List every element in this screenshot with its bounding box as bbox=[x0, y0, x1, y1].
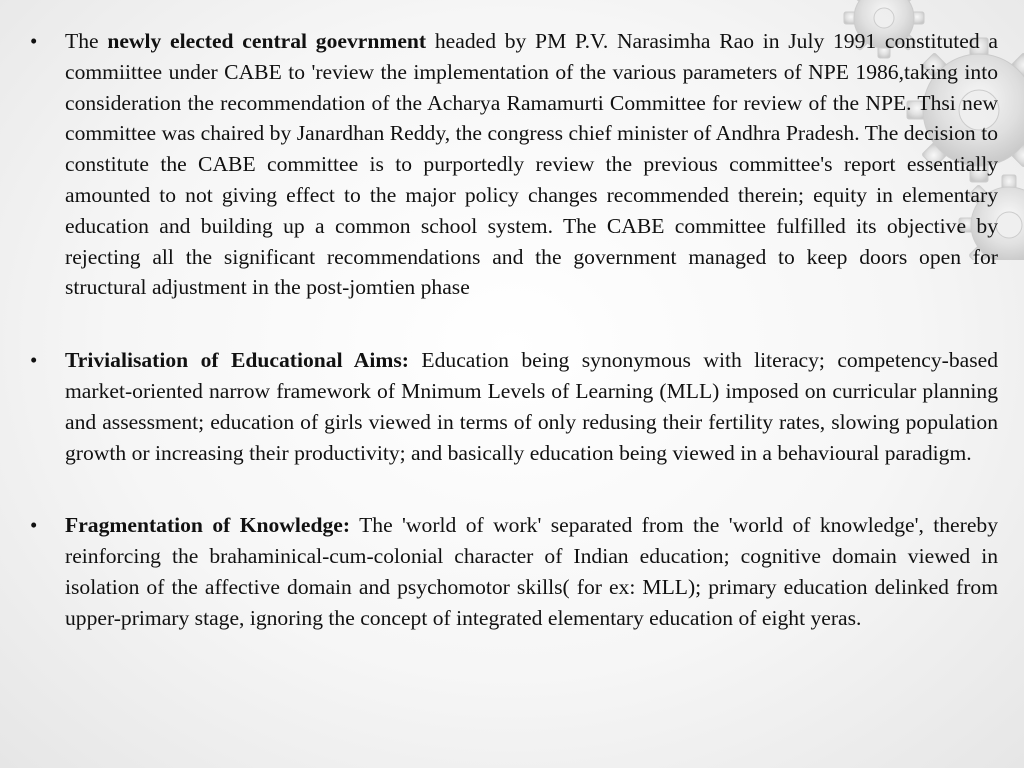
bullet-body: headed by PM P.V. Narasimha Rao in July 1991 constituted a commiittee under CABE to 'review the implementation of the various parameters of NPE 1986,taking into consideration the recommendation of the Acharya Ramamurti Committee for review of the NPE. Thsi new committee was chaired by Janardhan Reddy, the congress chief minister of Andhra Pradesh. The decision to constitute the CABE committee is to purportedly review the previous committee's report essentially amounted to not giving effect to the major policy changes recommended therein; equity in elementary education and building up a common school system. The CABE committee fulfilled its objective by rejecting all the significant recommendations and the government managed to keep doors open for structural adjustment in the post-jomtien phase bbox=[65, 29, 998, 300]
bullet-icon: • bbox=[30, 513, 38, 538]
bullet-item-fragmentation bbox=[28, 510, 998, 633]
bullet-text bbox=[65, 26, 998, 303]
bullet-heading: Trivialisation of Educational Aims: bbox=[65, 348, 409, 373]
bullet-text bbox=[65, 345, 998, 468]
bullet-item-trivialisation bbox=[28, 345, 998, 468]
bullet-body: Education being synonymous with literacy; competency-based market-oriented narrow framework of Mnimum Levels of Learning (MLL) imposed on curricular planning and assessment; education of girls viewed in terms of only redusing their fertility rates, slowing population growth or increasing their productivity; and basically education being viewed in a behavioural paradigm. bbox=[65, 348, 999, 465]
bullet-body: The 'world of work' separated from the 'world of knowledge', thereby reinforcing the brahaminical-cum-colonial character of Indian education; cognitive domain viewed in isolation of the affective domain and psychomotor skills( for ex: MLL); primary education delinked from upper-primary stage, ignoring the concept of integrated elementary education of eight yeras. bbox=[65, 513, 998, 630]
bullet-item-cabe-committee bbox=[28, 26, 998, 303]
slide-content bbox=[28, 26, 998, 634]
bullet-prefix: The bbox=[65, 29, 108, 53]
bullet-icon: • bbox=[30, 348, 38, 373]
bullet-text bbox=[65, 510, 998, 633]
bullet-heading: Fragmentation of Knowledge: bbox=[65, 513, 351, 538]
bullet-icon: • bbox=[30, 29, 38, 53]
bullet-heading: newly elected central goevrnment bbox=[107, 29, 427, 53]
